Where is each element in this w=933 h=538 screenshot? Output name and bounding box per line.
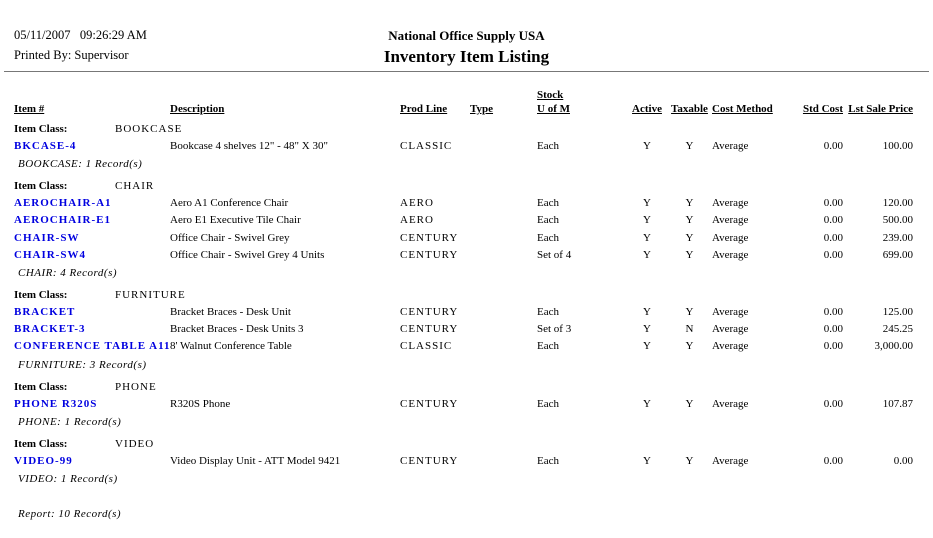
cell-description: Bookcase 4 shelves 12" - 48" X 30" — [170, 140, 328, 152]
cell-active: Y — [643, 397, 651, 410]
cell-lst-sale-price: 239.00 — [882, 231, 913, 244]
cell-uofm: Each — [537, 214, 559, 227]
cell-description: Office Chair - Swivel Grey — [170, 231, 290, 244]
cell-cost-method: Average — [712, 214, 749, 227]
cell-lst-sale-price: 500.00 — [882, 214, 913, 227]
cell-taxable: Y — [685, 340, 694, 353]
cell-prod-line: AERO — [400, 197, 434, 210]
item-row — [0, 396, 933, 413]
cell-prod-line: CLASSIC — [400, 140, 453, 152]
col-header-stock-line1: Stock — [537, 89, 564, 101]
cell-std-cost: 0.00 — [823, 248, 843, 261]
item-class-label: Item Class: — [14, 123, 68, 135]
cell-prod-line: CLASSIC — [400, 340, 453, 353]
col-header-stock-line2: U of M — [537, 103, 570, 115]
class-summary: VIDEO: 1 Record(s) — [18, 472, 118, 485]
cell-active: Y — [643, 305, 651, 318]
cell-uofm: Each — [537, 397, 559, 410]
cell-lst-sale-price: 245.25 — [882, 323, 913, 336]
item-number-link[interactable]: BRACKET — [14, 305, 76, 318]
item-class-value: PHONE — [115, 380, 157, 393]
cell-std-cost: 0.00 — [823, 231, 843, 244]
col-header-prod-line: Prod Line — [400, 103, 448, 115]
cell-cost-method: Average — [712, 323, 749, 336]
report-total: Report: 10 Record(s) — [18, 507, 122, 520]
item-number-link[interactable]: CONFERENCE TABLE A11 — [14, 340, 171, 353]
cell-active: Y — [643, 454, 651, 467]
cell-std-cost: 0.00 — [823, 397, 843, 410]
item-number-link[interactable]: BKCASE-4 — [14, 140, 77, 152]
col-header-taxable: Taxable — [671, 103, 708, 115]
cell-uofm: Each — [537, 197, 559, 210]
report-header — [0, 0, 933, 72]
cell-uofm: Each — [537, 231, 559, 244]
cell-taxable: N — [685, 323, 694, 336]
cell-std-cost: 0.00 — [823, 323, 843, 336]
cell-std-cost: 0.00 — [823, 214, 843, 227]
col-header-cost-method: Cost Method — [712, 103, 773, 115]
print-date: 05/11/2007 — [14, 28, 71, 42]
cell-lst-sale-price: 3,000.00 — [874, 340, 913, 353]
cell-taxable: Y — [685, 140, 694, 152]
header-divider — [4, 71, 929, 72]
cell-description: Aero A1 Conference Chair — [170, 197, 289, 210]
cell-lst-sale-price: 0.00 — [893, 454, 913, 467]
col-header-stock-uofm — [537, 88, 627, 116]
cell-active: Y — [643, 340, 651, 353]
item-number-link[interactable]: BRACKET-3 — [14, 323, 86, 336]
cell-lst-sale-price: 699.00 — [882, 248, 913, 261]
cell-prod-line: CENTURY — [400, 231, 459, 244]
item-row — [0, 453, 933, 470]
item-class-row — [0, 379, 933, 396]
cell-active: Y — [643, 231, 651, 244]
item-row — [0, 138, 933, 155]
cell-description: Video Display Unit - ATT Model 9421 — [170, 454, 341, 467]
cell-active: Y — [643, 214, 651, 227]
cell-uofm: Each — [537, 305, 559, 318]
printed-by-label: Printed By: — [14, 48, 72, 62]
cell-uofm: Each — [537, 140, 559, 152]
cell-description: Bracket Braces - Desk Unit — [170, 305, 291, 318]
item-class-label: Item Class: — [14, 288, 68, 301]
col-header-type: Type — [470, 103, 494, 115]
item-row — [0, 230, 933, 247]
header-titles — [0, 28, 933, 67]
page-title: Inventory Item Listing — [383, 47, 550, 66]
cell-prod-line: AERO — [400, 214, 434, 227]
cell-prod-line: CENTURY — [400, 454, 459, 467]
col-header-active: Active — [632, 103, 662, 115]
item-class-row — [0, 121, 933, 138]
cell-cost-method: Average — [712, 340, 749, 353]
cell-taxable: Y — [685, 397, 694, 410]
item-number-link[interactable]: AEROCHAIR-A1 — [14, 197, 112, 210]
cell-description: Aero E1 Executive Tile Chair — [170, 214, 301, 227]
cell-prod-line: CENTURY — [400, 397, 459, 410]
cell-prod-line: CENTURY — [400, 323, 459, 336]
cell-cost-method: Average — [712, 248, 749, 261]
report-body — [0, 121, 933, 488]
col-header-std-cost: Std Cost — [802, 103, 843, 115]
cell-taxable: Y — [685, 231, 694, 244]
printed-by-value: Supervisor — [74, 48, 129, 62]
item-row — [0, 247, 933, 264]
company-name: National Office Supply USA — [388, 28, 545, 43]
cell-taxable: Y — [685, 214, 694, 227]
cell-std-cost: 0.00 — [823, 140, 843, 152]
column-header-row — [0, 88, 933, 116]
item-number-link[interactable]: CHAIR-SW — [14, 231, 80, 244]
cell-std-cost: 0.00 — [823, 454, 843, 467]
cell-description: Office Chair - Swivel Grey 4 Units — [170, 248, 325, 261]
class-summary: CHAIR: 4 Record(s) — [18, 266, 118, 279]
item-class-value: FURNITURE — [115, 288, 186, 301]
item-class-row — [0, 287, 933, 304]
item-row — [0, 338, 933, 355]
cell-std-cost: 0.00 — [823, 197, 843, 210]
col-header-description: Description — [170, 103, 225, 115]
item-class-value: CHAIR — [115, 180, 155, 193]
class-summary: PHONE: 1 Record(s) — [18, 415, 122, 428]
class-summary: BOOKCASE: 1 Record(s) — [18, 158, 143, 171]
cell-active: Y — [643, 323, 651, 336]
item-row — [0, 321, 933, 338]
cell-taxable: Y — [685, 197, 694, 210]
class-summary: FURNITURE: 3 Record(s) — [18, 358, 147, 371]
cell-taxable: Y — [685, 248, 694, 261]
cell-active: Y — [643, 197, 651, 210]
item-class-row — [0, 436, 933, 453]
cell-lst-sale-price: 120.00 — [882, 197, 913, 210]
cell-description: 8' Walnut Conference Table — [170, 340, 292, 353]
item-number-link[interactable]: AEROCHAIR-E1 — [14, 214, 111, 227]
item-class-value: BOOKCASE — [115, 123, 183, 135]
cell-uofm: Set of 3 — [537, 323, 572, 336]
cell-lst-sale-price: 107.87 — [882, 397, 913, 410]
cell-cost-method: Average — [712, 454, 749, 467]
item-class-label: Item Class: — [14, 437, 68, 450]
item-class-label: Item Class: — [14, 380, 68, 393]
cell-uofm: Set of 4 — [537, 248, 572, 261]
item-row — [0, 304, 933, 321]
print-time: 09:26:29 AM — [79, 28, 147, 42]
item-class-row — [0, 178, 933, 195]
cell-std-cost: 0.00 — [823, 305, 843, 318]
cell-cost-method: Average — [712, 231, 749, 244]
item-number-link[interactable]: VIDEO-99 — [14, 454, 73, 467]
cell-cost-method: Average — [712, 305, 749, 318]
item-number-link[interactable]: PHONE R320S — [14, 397, 98, 410]
item-class-label: Item Class: — [14, 180, 68, 193]
cell-active: Y — [643, 140, 651, 152]
cell-taxable: Y — [685, 454, 694, 467]
cell-lst-sale-price: 100.00 — [882, 140, 913, 152]
cell-taxable: Y — [685, 305, 694, 318]
cell-uofm: Each — [537, 454, 559, 467]
cell-std-cost: 0.00 — [823, 340, 843, 353]
cell-cost-method: Average — [712, 397, 749, 410]
item-row — [0, 212, 933, 229]
cell-description: R320S Phone — [170, 397, 231, 410]
cell-cost-method: Average — [712, 140, 749, 152]
cell-uofm: Each — [537, 340, 559, 353]
cell-description: Bracket Braces - Desk Units 3 — [170, 323, 304, 336]
col-header-item-number: Item # — [14, 103, 45, 115]
col-header-lst-sale-price: Lst Sale Price — [848, 103, 913, 115]
cell-lst-sale-price: 125.00 — [882, 305, 913, 318]
item-row — [0, 195, 933, 212]
cell-cost-method: Average — [712, 197, 749, 210]
item-number-link[interactable]: CHAIR-SW4 — [14, 248, 86, 261]
item-class-value: VIDEO — [115, 437, 155, 450]
cell-prod-line: CENTURY — [400, 248, 459, 261]
cell-active: Y — [643, 248, 651, 261]
cell-prod-line: CENTURY — [400, 305, 459, 318]
